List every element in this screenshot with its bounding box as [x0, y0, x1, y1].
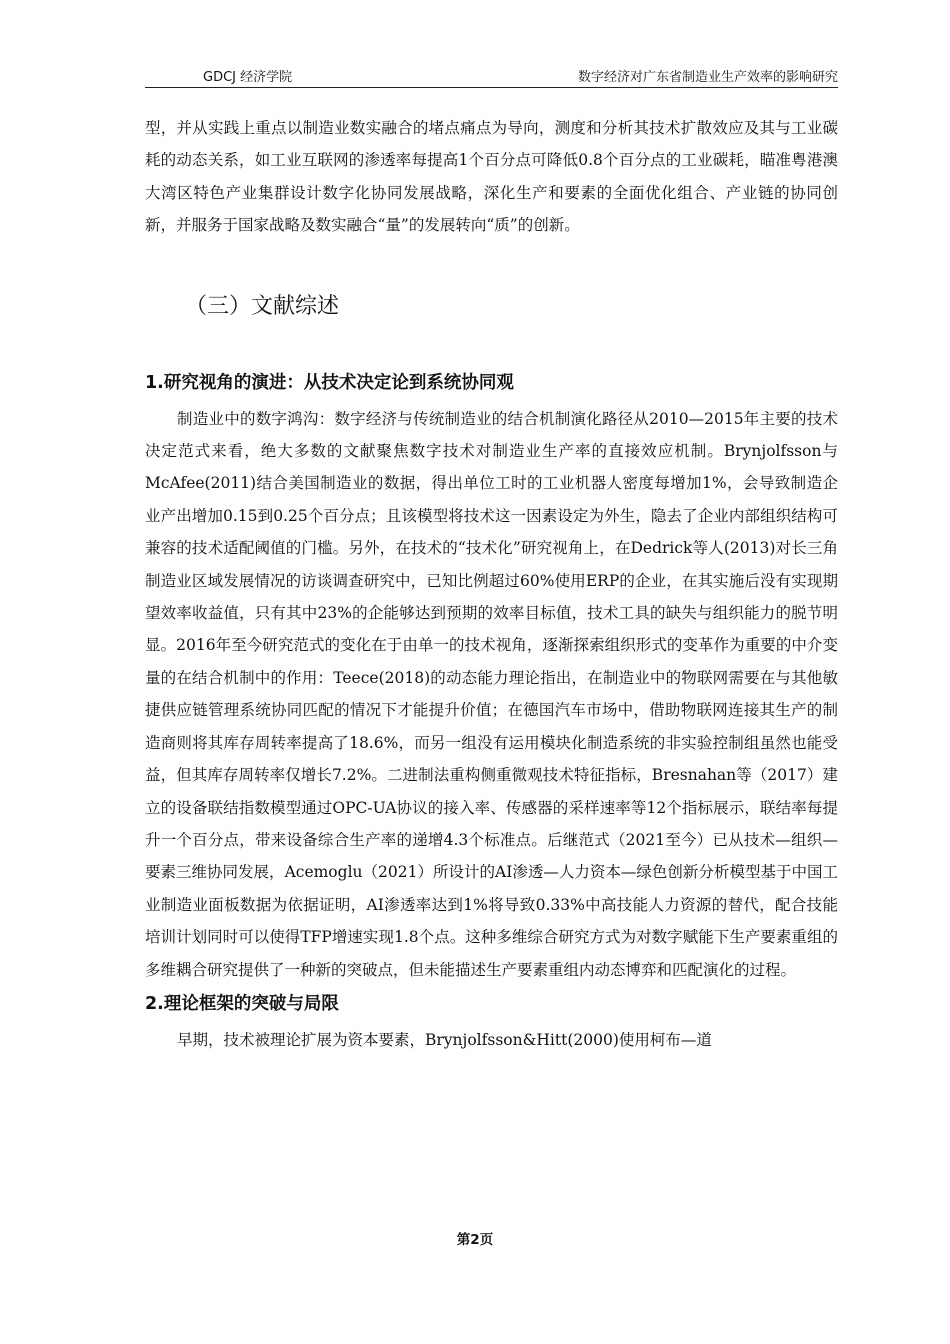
subheading-research-perspective: 1.研究视角的演进：从技术决定论到系统协同观 — [145, 372, 514, 393]
page-header — [145, 64, 838, 86]
page-body — [145, 112, 838, 1056]
header-institution: GDCJ 经济学院 — [203, 70, 293, 85]
header-paper-title: 数字经济对广东省制造业生产效率的影响研究 — [577, 70, 838, 85]
section-heading: （三）文献综述 — [185, 293, 340, 319]
header-divider — [145, 87, 838, 88]
paragraph-theory-framework: 早期，技术被理论扩展为资本要素，Brynjolfsson&Hitt(2000)使用柯布—道 — [177, 1030, 712, 1049]
page-number: 第2页 — [456, 1232, 494, 1248]
intro-paragraph: 型，并从实践上重点以制造业数实融合的堵点痛点为导向，测度和分析其技术扩散效应及其与工业碳耗的动态关系，如工业互联网的渗透率每提高1个百分点可降低0.8个百分点的工业碳耗，瞄准粤港澳大湾区特色产业集群设计数字化协同发展战略，深化生产和要素的全面优化组合、产业链的协同创新，并服务于国家战略及数实融合“量”的发展转向“质”的创新。 — [145, 119, 838, 235]
paragraph-research-perspective: 制造业中的数字鸿沟：数字经济与传统制造业的结合机制演化路径从2010—2015年主要的技术决定范式来看，绝大多数的文献聚焦数字技术对制造业生产率的直接效应机制。Brynjolfsson与McAfee(2011)结合美国制造业的数据，得出单位工时的工业机器人密度每增加1%，会导致制造企业产出增加0.15到0.25个百分点；且该模型将技术这一因素设定为外生，隐去了企业内部组织结构可兼容的技术适配阈值的门槛。另外，在技术的“技术化”研究视角上，在Dedrick等人(2013)对长三角制造业区域发展情况的访谈调查研究中，已知比例超过60%使用ERP的企业，在其实施后没有实现期望效率收益值，只有其中23%的企能够达到预期的效率目标值，技术工具的缺失与组织能力的脱节明显。2016年至今研究范式的变化在于由单一的技术视角，逐渐探索组织形式的变革作为重要的中介变量的在结合机制中的作用：Teece(2018)的动态能力理论指出，在制造业中的物联网需要在与其他敏捷供应链管理系统协同匹配的情况下才能提升价值；在德国汽车市场中，借助物联网连接其生产的制造商则将其库存周转率提高了18.6%，而另一组没有运用模块化制造系统的非实验控制组虽然也能受益，但其库存周转率仅增长7.2%。二进制法重构侧重微观技术特征指标，Bresnahan等（2017）建立的设备联结指数模型通过OPC-UA协议的接入率、传感器的采样速率等12个指标展示，联结率每提升一个百分点，带来设备综合生产率的递增4.3个标准点。后继范式（2021至今）已从技术—组织—要素三维协同发展，Acemoglu（2021）所设计的AI渗透—人力资本—绿色创新分析模型基于中国工业制造业面板数据为依据证明，AI渗透率达到1%将导致0.33%中高技能人力资源的替代，配合技能培训计划同时可以使得TFP增速实现1.8个点。这种多维综合研究方式为对数字赋能下生产要素重组的多维耦合研究提供了一种新的突破点，但未能描述生产要素重组内动态博弈和匹配演化的过程。 — [145, 409, 838, 979]
subheading-theory-framework: 2.理论框架的突破与局限 — [145, 993, 339, 1014]
